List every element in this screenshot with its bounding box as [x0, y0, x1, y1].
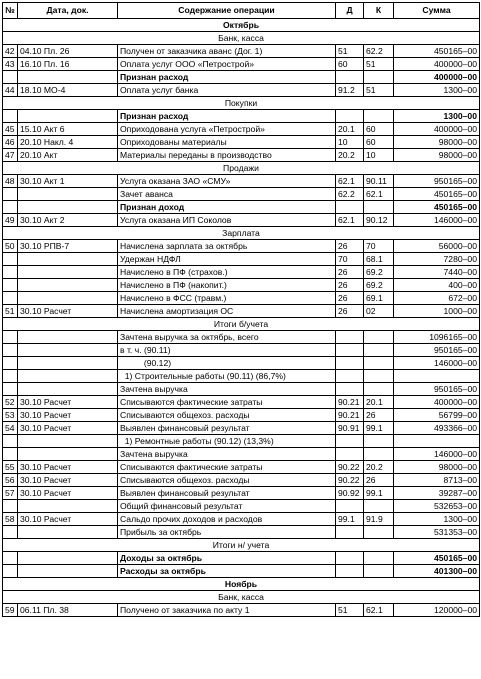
entry-debit — [336, 500, 364, 513]
entry-debit: 90.91 — [336, 422, 364, 435]
entry-amount — [394, 370, 480, 383]
table-row — [3, 474, 480, 487]
entry-credit: 62.1 — [364, 188, 394, 201]
ledger-table — [2, 2, 480, 617]
table-row — [3, 344, 480, 357]
entry-credit — [364, 552, 394, 565]
entry-number: 48 — [3, 175, 18, 188]
entry-debit: 26 — [336, 240, 364, 253]
entry-number — [3, 344, 18, 357]
entry-credit: 60 — [364, 136, 394, 149]
entry-amount: 1300–00 — [394, 84, 480, 97]
subsection-title: Банк, касса — [3, 32, 480, 45]
entry-date-doc: 30.10 Расчет — [18, 409, 118, 422]
entry-amount: 1000–00 — [394, 305, 480, 318]
entry-debit — [336, 435, 364, 448]
table-row — [3, 370, 480, 383]
entry-number: 55 — [3, 461, 18, 474]
table-row — [3, 214, 480, 227]
entry-date-doc: 04.10 Пл. 26 — [18, 45, 118, 58]
entry-debit — [336, 331, 364, 344]
entry-amount: 400–00 — [394, 279, 480, 292]
header-row — [3, 3, 480, 19]
entry-amount: 401300–00 — [394, 565, 480, 578]
entry-number — [3, 71, 18, 84]
entry-amount: 950165–00 — [394, 175, 480, 188]
entry-credit — [364, 500, 394, 513]
entry-credit — [364, 201, 394, 214]
table-row — [3, 188, 480, 201]
entry-amount: 120000–00 — [394, 604, 480, 617]
entry-amount: 98000–00 — [394, 461, 480, 474]
entry-amount: 98000–00 — [394, 136, 480, 149]
entry-date-doc: 30.10 Расчет — [18, 305, 118, 318]
table-row — [3, 123, 480, 136]
entry-number: 52 — [3, 396, 18, 409]
entry-debit — [336, 565, 364, 578]
table-row — [3, 396, 480, 409]
entry-amount: 493366–00 — [394, 422, 480, 435]
subsection-title: Покупки — [3, 97, 480, 110]
entry-description: Зачтена выручка — [118, 448, 336, 461]
entry-description: Расходы за октябрь — [118, 565, 336, 578]
entry-amount: 56799–00 — [394, 409, 480, 422]
table-row — [3, 201, 480, 214]
entry-amount: 450165–00 — [394, 188, 480, 201]
entry-number — [3, 383, 18, 396]
entry-credit: 68.1 — [364, 253, 394, 266]
entry-description: Услуга оказана ЗАО «СМУ» — [118, 175, 336, 188]
entry-credit: 70 — [364, 240, 394, 253]
header-operation: Содержание операции — [118, 3, 336, 19]
entry-debit — [336, 201, 364, 214]
entry-number: 46 — [3, 136, 18, 149]
entry-number — [3, 448, 18, 461]
entry-description: Оплата услуг банка — [118, 84, 336, 97]
table-row — [3, 448, 480, 461]
entry-description: Доходы за октябрь — [118, 552, 336, 565]
entry-date-doc — [18, 331, 118, 344]
entry-debit: 60 — [336, 58, 364, 71]
entry-amount: 450165–00 — [394, 201, 480, 214]
entry-number — [3, 565, 18, 578]
entry-debit: 62.2 — [336, 188, 364, 201]
entry-credit: 99.1 — [364, 487, 394, 500]
entry-date-doc — [18, 71, 118, 84]
entry-credit: 99.1 — [364, 422, 394, 435]
header-date-doc: Дата, док. — [18, 3, 118, 19]
entry-debit: 20.1 — [336, 123, 364, 136]
entry-description: Получено от заказчика по акту 1 — [118, 604, 336, 617]
entry-description: Общий финансовый результат — [118, 500, 336, 513]
entry-debit: 62.1 — [336, 214, 364, 227]
entry-number — [3, 110, 18, 123]
entry-credit — [364, 435, 394, 448]
entry-date-doc: 30.10 Расчет — [18, 513, 118, 526]
table-row — [3, 513, 480, 526]
entry-debit: 26 — [336, 279, 364, 292]
entry-credit: 20.2 — [364, 461, 394, 474]
entry-amount: 532653–00 — [394, 500, 480, 513]
entry-number: 53 — [3, 409, 18, 422]
table-row — [3, 71, 480, 84]
subsection-header-row — [3, 591, 480, 604]
entry-date-doc: 30.10 Акт 2 — [18, 214, 118, 227]
table-row — [3, 487, 480, 500]
table-row — [3, 604, 480, 617]
entry-debit: 62.1 — [336, 175, 364, 188]
entry-amount: 400000–00 — [394, 123, 480, 136]
entry-debit: 90.92 — [336, 487, 364, 500]
entry-debit: 90.22 — [336, 474, 364, 487]
table-row — [3, 292, 480, 305]
entry-credit: 69.1 — [364, 292, 394, 305]
entry-debit: 91.2 — [336, 84, 364, 97]
entry-description: Удержан НДФЛ — [118, 253, 336, 266]
entry-description: Списываются общехоз. расходы — [118, 409, 336, 422]
entry-credit — [364, 357, 394, 370]
entry-amount: 400000–00 — [394, 58, 480, 71]
entry-date-doc — [18, 565, 118, 578]
table-row — [3, 253, 480, 266]
entry-debit — [336, 370, 364, 383]
entry-description: Зачтена выручка — [118, 383, 336, 396]
entry-number: 59 — [3, 604, 18, 617]
entry-number: 50 — [3, 240, 18, 253]
entry-description: Оплата услуг ООО «Петрострой» — [118, 58, 336, 71]
entry-number — [3, 253, 18, 266]
entry-date-doc — [18, 201, 118, 214]
entry-number — [3, 370, 18, 383]
subsection-title: Продажи — [3, 162, 480, 175]
entry-date-doc — [18, 188, 118, 201]
entry-credit: 90.11 — [364, 175, 394, 188]
entry-date-doc: 30.10 Расчет — [18, 461, 118, 474]
entry-date-doc: 30.10 Расчет — [18, 487, 118, 500]
entry-amount: 1096165–00 — [394, 331, 480, 344]
entry-debit: 70 — [336, 253, 364, 266]
entry-date-doc — [18, 253, 118, 266]
entry-description: (90.12) — [118, 357, 336, 370]
subsection-header-row — [3, 227, 480, 240]
entry-amount: 1300–00 — [394, 513, 480, 526]
entry-number: 54 — [3, 422, 18, 435]
entry-number — [3, 266, 18, 279]
entry-number — [3, 435, 18, 448]
entry-description: Начислено в ПФ (накопит.) — [118, 279, 336, 292]
entry-description: Списываются общехоз. расходы — [118, 474, 336, 487]
entry-number — [3, 552, 18, 565]
table-row — [3, 266, 480, 279]
entry-number — [3, 331, 18, 344]
entry-debit: 26 — [336, 266, 364, 279]
entry-debit: 90.21 — [336, 396, 364, 409]
entry-description: Начислено в ПФ (страхов.) — [118, 266, 336, 279]
entry-amount: 450165–00 — [394, 552, 480, 565]
entry-debit — [336, 357, 364, 370]
entry-date-doc: 20.10 Накл. 4 — [18, 136, 118, 149]
section-title: Октябрь — [3, 19, 480, 32]
entry-description: Признан расход — [118, 110, 336, 123]
entry-description: Выявлен финансовый результат — [118, 422, 336, 435]
table-row — [3, 149, 480, 162]
entry-credit — [364, 565, 394, 578]
entry-number — [3, 188, 18, 201]
entry-amount: 531353–00 — [394, 526, 480, 539]
entry-date-doc — [18, 279, 118, 292]
entry-debit: 99.1 — [336, 513, 364, 526]
entry-amount: 146000–00 — [394, 214, 480, 227]
entry-number: 57 — [3, 487, 18, 500]
entry-description: Получен от заказчика аванс (Дог. 1) — [118, 45, 336, 58]
entry-number — [3, 526, 18, 539]
entry-description: Признан доход — [118, 201, 336, 214]
entry-amount — [394, 435, 480, 448]
entry-debit: 20.2 — [336, 149, 364, 162]
entry-amount: 400000–00 — [394, 396, 480, 409]
subsection-title: Итоги н/ учета — [3, 539, 480, 552]
entry-debit: 90.21 — [336, 409, 364, 422]
entry-date-doc — [18, 383, 118, 396]
entry-date-doc — [18, 292, 118, 305]
entry-date-doc — [18, 500, 118, 513]
entry-credit: 51 — [364, 84, 394, 97]
entry-description: 1) Ремонтные работы (90.12) (13,3%) — [118, 435, 336, 448]
entry-description: Оприходованы материалы — [118, 136, 336, 149]
entry-amount: 950165–00 — [394, 344, 480, 357]
entry-description: Признан расход — [118, 71, 336, 84]
entry-date-doc — [18, 435, 118, 448]
entry-debit — [336, 110, 364, 123]
entry-debit: 90.22 — [336, 461, 364, 474]
entry-number: 43 — [3, 58, 18, 71]
table-row — [3, 45, 480, 58]
section-header-row — [3, 19, 480, 32]
entry-amount: 400000–00 — [394, 71, 480, 84]
entry-number — [3, 292, 18, 305]
entry-date-doc — [18, 110, 118, 123]
table-row — [3, 240, 480, 253]
entry-date-doc: 30.10 Расчет — [18, 474, 118, 487]
table-row — [3, 279, 480, 292]
table-row — [3, 526, 480, 539]
entry-description: Начислена зарплата за октябрь — [118, 240, 336, 253]
entry-credit: 26 — [364, 474, 394, 487]
entry-amount: 7440–00 — [394, 266, 480, 279]
entry-debit — [336, 552, 364, 565]
table-row — [3, 565, 480, 578]
header-credit: К — [364, 3, 394, 19]
entry-description: Списываются фактические затраты — [118, 461, 336, 474]
header-number: № — [3, 3, 18, 19]
ledger-body — [3, 19, 480, 617]
subsection-title: Зарплата — [3, 227, 480, 240]
entry-date-doc: 18.10 МО-4 — [18, 84, 118, 97]
entry-credit: 91.9 — [364, 513, 394, 526]
entry-credit: 62.2 — [364, 45, 394, 58]
subsection-header-row — [3, 32, 480, 45]
entry-credit: 90.12 — [364, 214, 394, 227]
entry-date-doc — [18, 448, 118, 461]
subsection-header-row — [3, 97, 480, 110]
entry-debit — [336, 71, 364, 84]
entry-credit: 60 — [364, 123, 394, 136]
subsection-header-row — [3, 318, 480, 331]
entry-credit — [364, 383, 394, 396]
entry-number: 45 — [3, 123, 18, 136]
table-row — [3, 435, 480, 448]
entry-date-doc: 30.10 Акт 1 — [18, 175, 118, 188]
entry-credit: 69.2 — [364, 279, 394, 292]
entry-credit: 26 — [364, 409, 394, 422]
entry-number: 44 — [3, 84, 18, 97]
table-row — [3, 500, 480, 513]
entry-date-doc: 30.10 Расчет — [18, 422, 118, 435]
entry-number: 42 — [3, 45, 18, 58]
entry-credit — [364, 370, 394, 383]
entry-credit: 02 — [364, 305, 394, 318]
entry-number: 56 — [3, 474, 18, 487]
entry-credit: 69.2 — [364, 266, 394, 279]
entry-number: 51 — [3, 305, 18, 318]
subsection-header-row — [3, 162, 480, 175]
header-debit: Д — [336, 3, 364, 19]
entry-amount: 146000–00 — [394, 357, 480, 370]
entry-credit — [364, 448, 394, 461]
entry-debit: 26 — [336, 305, 364, 318]
entry-description: Сальдо прочих доходов и расходов — [118, 513, 336, 526]
entry-number: 58 — [3, 513, 18, 526]
table-row — [3, 552, 480, 565]
entry-credit — [364, 110, 394, 123]
entry-number — [3, 279, 18, 292]
entry-credit — [364, 526, 394, 539]
entry-date-doc: 16.10 Пл. 16 — [18, 58, 118, 71]
section-title: Ноябрь — [3, 578, 480, 591]
entry-debit — [336, 526, 364, 539]
entry-amount: 98000–00 — [394, 149, 480, 162]
table-row — [3, 357, 480, 370]
entry-number — [3, 357, 18, 370]
entry-description: в т. ч. (90.11) — [118, 344, 336, 357]
entry-amount: 56000–00 — [394, 240, 480, 253]
entry-description: Начислено в ФСС (травм.) — [118, 292, 336, 305]
entry-number: 49 — [3, 214, 18, 227]
subsection-title: Банк, касса — [3, 591, 480, 604]
entry-date-doc: 06.11 Пл. 38 — [18, 604, 118, 617]
entry-number — [3, 201, 18, 214]
table-row — [3, 175, 480, 188]
entry-date-doc: 20.10 Акт — [18, 149, 118, 162]
entry-credit: 51 — [364, 58, 394, 71]
entry-debit — [336, 383, 364, 396]
entry-date-doc: 30.10 РПВ-7 — [18, 240, 118, 253]
entry-date-doc — [18, 370, 118, 383]
table-row — [3, 331, 480, 344]
entry-date-doc — [18, 266, 118, 279]
entry-amount: 450165–00 — [394, 45, 480, 58]
entry-debit: 26 — [336, 292, 364, 305]
entry-debit — [336, 344, 364, 357]
entry-credit — [364, 71, 394, 84]
table-row — [3, 422, 480, 435]
entry-description: Начислена амортизация ОС — [118, 305, 336, 318]
table-row — [3, 84, 480, 97]
entry-amount: 1300–00 — [394, 110, 480, 123]
entry-credit: 20.1 — [364, 396, 394, 409]
entry-number: 47 — [3, 149, 18, 162]
table-row — [3, 110, 480, 123]
entry-credit: 62.1 — [364, 604, 394, 617]
entry-date-doc — [18, 526, 118, 539]
entry-number — [3, 500, 18, 513]
entry-description: Выявлен финансовый результат — [118, 487, 336, 500]
entry-amount: 8713–00 — [394, 474, 480, 487]
table-row — [3, 383, 480, 396]
table-row — [3, 461, 480, 474]
entry-debit — [336, 448, 364, 461]
table-row — [3, 305, 480, 318]
entry-amount: 7280–00 — [394, 253, 480, 266]
table-row — [3, 58, 480, 71]
entry-debit: 51 — [336, 45, 364, 58]
entry-description: Зачтена выручка за октябрь, всего — [118, 331, 336, 344]
subsection-header-row — [3, 539, 480, 552]
entry-credit — [364, 344, 394, 357]
entry-date-doc: 15.10 Акт 6 — [18, 123, 118, 136]
entry-date-doc — [18, 357, 118, 370]
entry-description: Услуга оказана ИП Соколов — [118, 214, 336, 227]
entry-description: Списываются фактические затраты — [118, 396, 336, 409]
entry-debit: 51 — [336, 604, 364, 617]
header-amount: Сумма — [394, 3, 480, 19]
entry-description: 1) Строительные работы (90.11) (86,7%) — [118, 370, 336, 383]
entry-amount: 672–00 — [394, 292, 480, 305]
entry-description: Зачет аванса — [118, 188, 336, 201]
subsection-title: Итоги б/учета — [3, 318, 480, 331]
entry-description: Оприходована услуга «Петрострой» — [118, 123, 336, 136]
entry-credit — [364, 331, 394, 344]
entry-description: Материалы переданы в производство — [118, 149, 336, 162]
entry-date-doc: 30.10 Расчет — [18, 396, 118, 409]
section-header-row — [3, 578, 480, 591]
entry-credit: 10 — [364, 149, 394, 162]
entry-date-doc — [18, 344, 118, 357]
entry-date-doc — [18, 552, 118, 565]
entry-debit: 10 — [336, 136, 364, 149]
entry-description: Прибыль за октябрь — [118, 526, 336, 539]
entry-amount: 146000–00 — [394, 448, 480, 461]
entry-amount: 950165–00 — [394, 383, 480, 396]
table-row — [3, 136, 480, 149]
table-row — [3, 409, 480, 422]
entry-amount: 39287–00 — [394, 487, 480, 500]
